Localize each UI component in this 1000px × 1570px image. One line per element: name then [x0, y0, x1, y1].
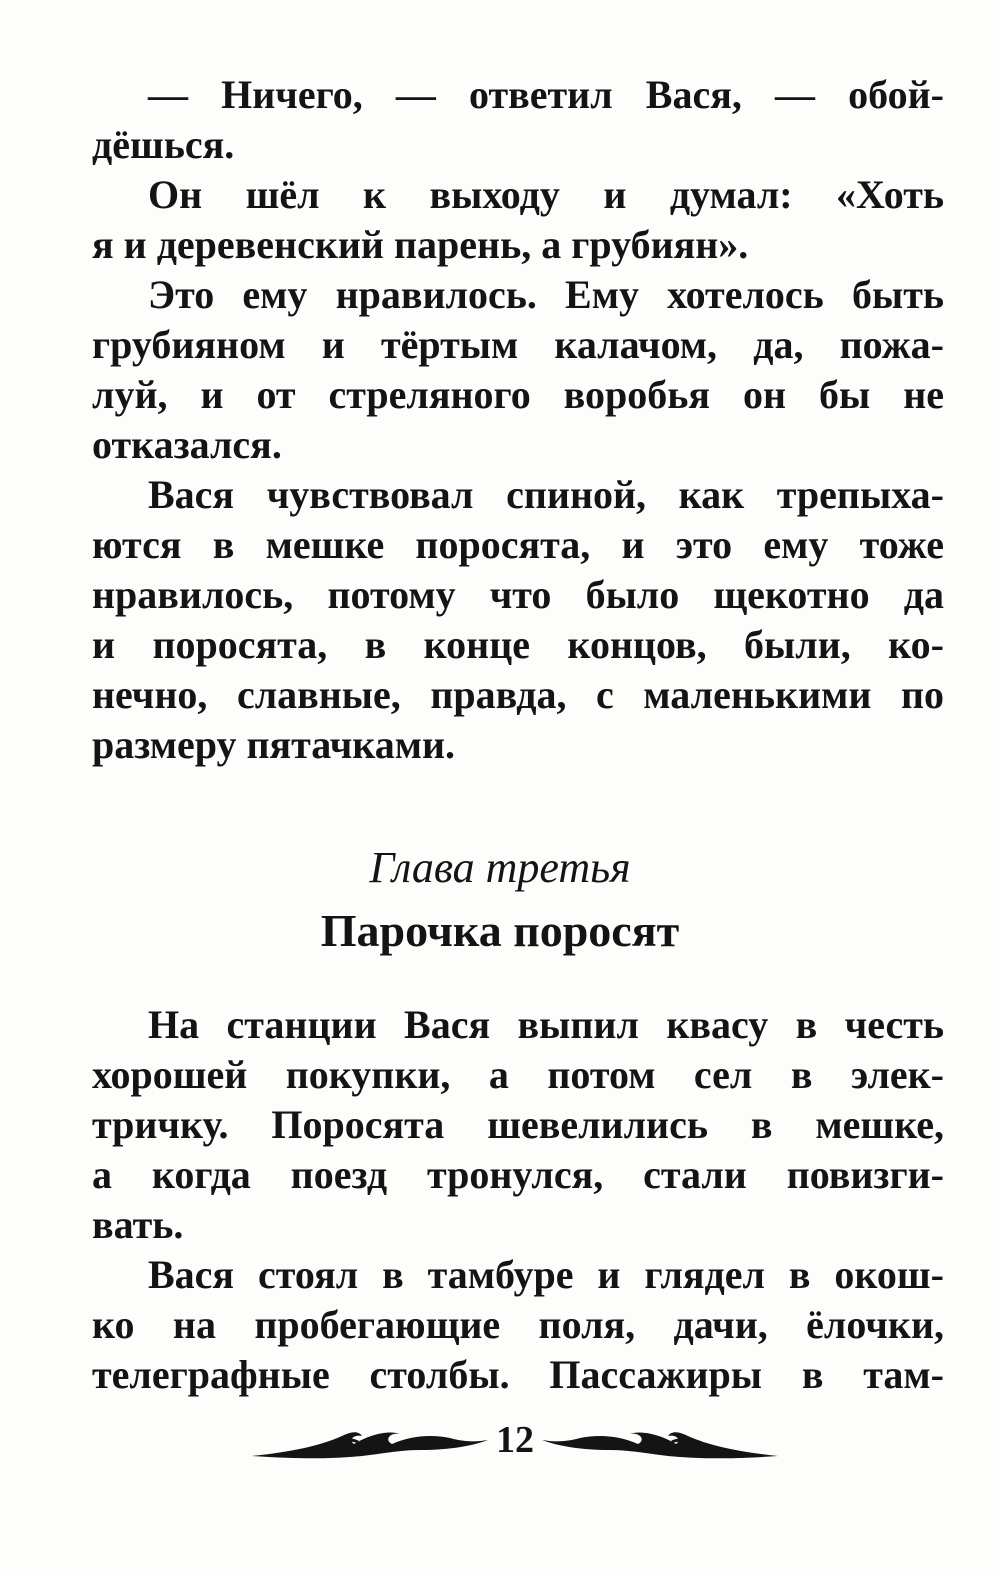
- text-line: вать.: [92, 1202, 184, 1247]
- text-line: нравилось, потому что было щекотно да: [92, 572, 944, 617]
- text-line: Вася стоял в тамбуре и глядел в окош-: [148, 1252, 944, 1297]
- text-line: размеру пятачками.: [92, 722, 455, 767]
- text-line: тричку. Поросята шевелились в мешке,: [92, 1102, 944, 1147]
- paragraph: [92, 170, 944, 270]
- text-line: дёшься.: [92, 122, 235, 167]
- page-number: 12: [496, 1419, 534, 1461]
- paragraph: [92, 1250, 944, 1400]
- text-line: я и деревенский парень, а грубиян».: [92, 222, 749, 267]
- page-footer: [250, 1412, 780, 1478]
- text-line: луй, и от стреляного воробья он бы не: [92, 372, 944, 417]
- text-line: грубияном и тёртым калачом, да, пожа-: [92, 322, 944, 367]
- text-line: ются в мешке поросята, и это ему тоже: [92, 522, 944, 567]
- paragraph: [92, 270, 944, 470]
- paragraph: [92, 70, 944, 170]
- text-line: На станции Вася выпил квасу в честь: [148, 1002, 944, 1047]
- text-line: ко на пробегающие поля, дачи, ёлочки,: [92, 1302, 944, 1347]
- text-line: и поросята, в конце концов, были, ко-: [92, 622, 944, 667]
- text-line: а когда поезд тронулся, стали повизги-: [92, 1152, 944, 1197]
- text-line: Вася чувствовал спиной, как трепыха-: [148, 472, 944, 517]
- text-line: нечно, славные, правда, с маленькими по: [92, 672, 944, 717]
- text-block-bottom: [92, 1000, 944, 1400]
- chapter-label: Глава третья: [369, 843, 631, 892]
- text-line: — Ничего, — ответил Вася, — обой-: [148, 72, 944, 117]
- text-line: Это ему нравилось. Ему хотелось быть: [148, 272, 944, 317]
- text-line: хорошей покупки, а потом сел в элек-: [92, 1052, 944, 1097]
- text-line: телеграфные столбы. Пассажиры в там-: [92, 1352, 944, 1397]
- text-line: отказался.: [92, 422, 282, 467]
- text-block-top: [92, 70, 944, 770]
- paragraph: [92, 470, 944, 770]
- paragraph: [92, 1000, 944, 1250]
- text-line: Он шёл к выходу и думал: «Хоть: [148, 172, 944, 217]
- flourish-ornament-right-icon: [540, 1412, 780, 1472]
- chapter-title: Парочка поросят: [320, 905, 680, 956]
